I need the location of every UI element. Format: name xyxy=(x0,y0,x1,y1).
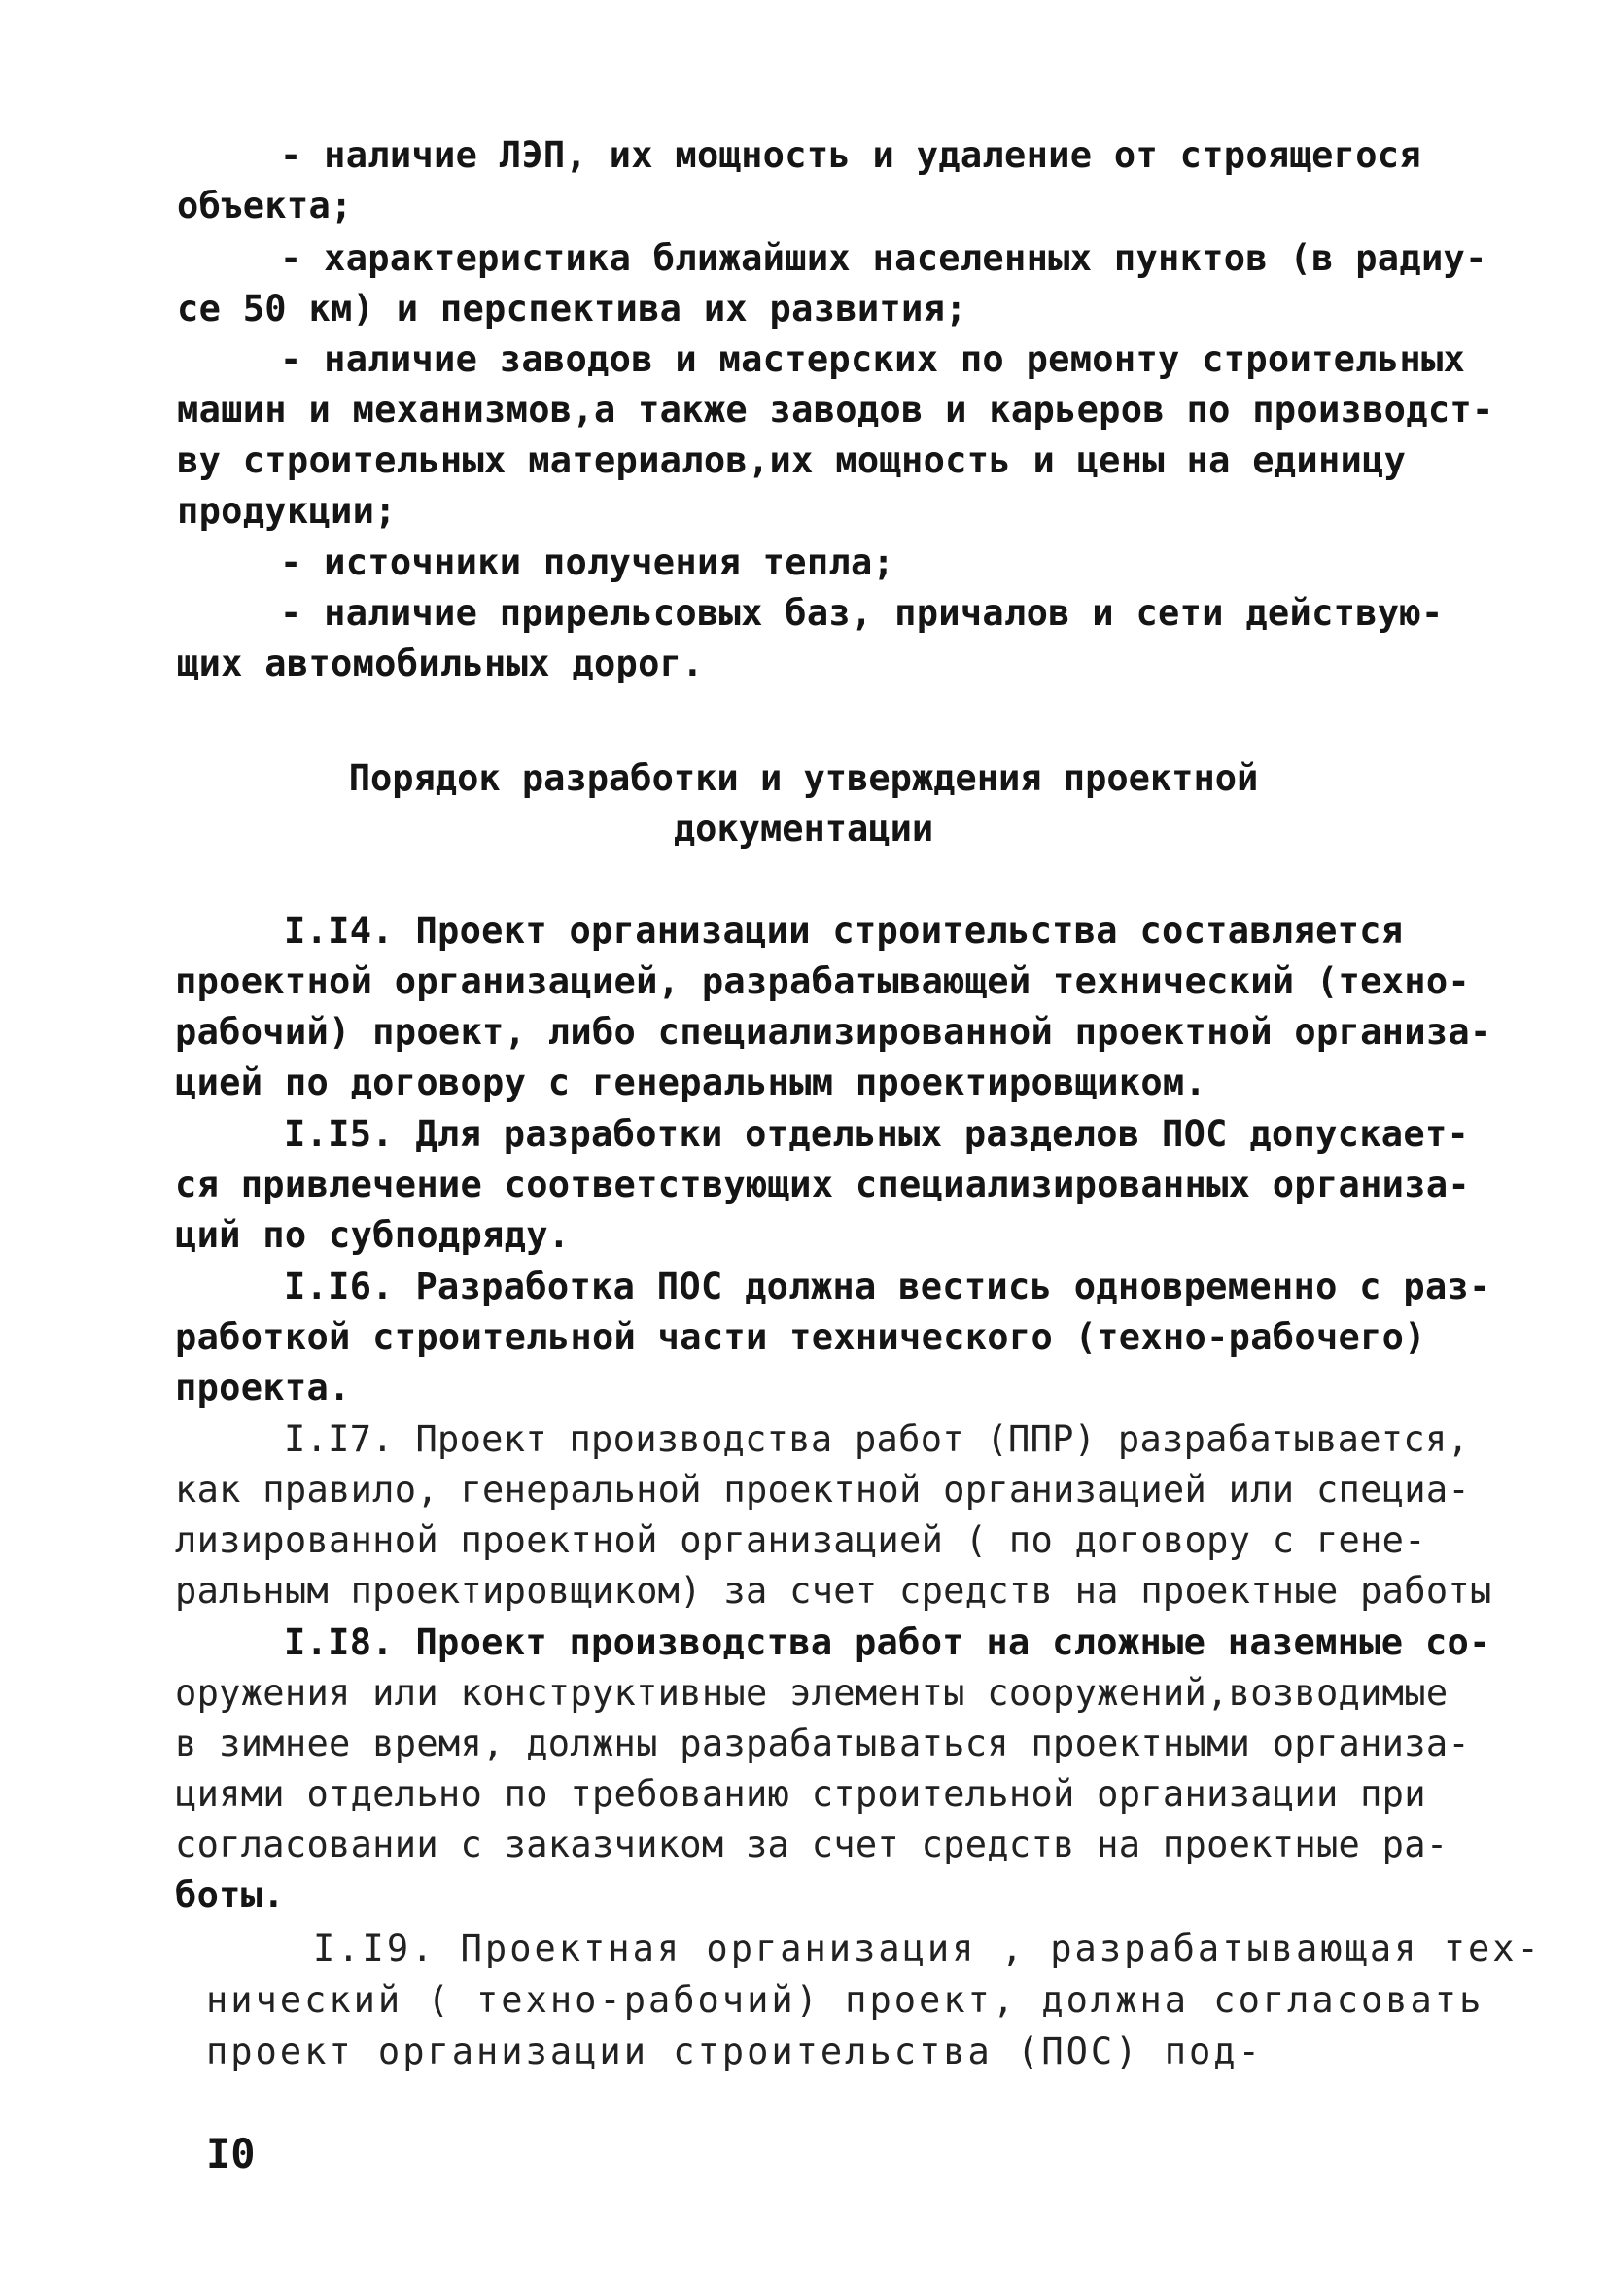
para-1-15-line-2: ся привлечение соответствующих специализированных организа- xyxy=(175,1164,1470,1205)
para-1-19-line-2: нический ( техно-рабочий) проект, должна согласовать xyxy=(206,1979,1485,2021)
para-1-14-line-4: цией по договору с генеральным проектировщиком. xyxy=(175,1061,1207,1103)
para-1-18-line-3: в зимнее время, должны разрабатываться проектными организа- xyxy=(175,1722,1470,1764)
para-1-14-line-2: проектной организацией, разрабатывающей технический (техно- xyxy=(175,960,1470,1002)
para-1-18-line-5: согласовании с заказчиком за счет средств на проектные ра- xyxy=(175,1824,1449,1865)
para-1-18-line-1: I.I8. Проект производства работ на сложные наземные со- xyxy=(284,1621,1491,1663)
section-heading-line-1: Порядок разработки и утверждения проектной xyxy=(348,757,1259,799)
para-1-18-line-2: оружения или конструктивные элементы сооружений,возводимые xyxy=(175,1672,1449,1714)
bullet-4-line-1: - источники получения тепла; xyxy=(280,541,895,583)
para-1-19-line-3: проект организации строительства (ПОС) под- xyxy=(206,2031,1263,2072)
bullet-2-line-2: се 50 км) и перспектива их развития; xyxy=(177,288,967,330)
page-number: I0 xyxy=(206,2130,256,2177)
section-heading-line-2: документации xyxy=(673,808,934,850)
bullet-3-line-1: - наличие заводов и мастерских по ремонту строительных xyxy=(280,338,1466,380)
bullet-2-line-1: - характеристика ближайших населенных пунктов (в радиу- xyxy=(280,237,1487,279)
para-1-16-line-1: I.I6. Разработка ПОС должна вестись одновременно с раз- xyxy=(284,1266,1491,1307)
para-1-17-line-1: I.I7. Проект производства работ (ППР) разрабатывается, xyxy=(284,1418,1470,1460)
para-1-17-line-3: лизированной проектной организацией ( по договору с гене- xyxy=(175,1519,1426,1561)
bullet-1-line-1: - наличие ЛЭП, их мощность и удаление от строящегося xyxy=(280,134,1421,176)
bullet-3-line-3: ву строительных материалов,их мощность и цены на единицу xyxy=(177,439,1407,481)
para-1-18-line-6: боты. xyxy=(175,1874,285,1916)
bullet-3-line-2: машин и механизмов,а также заводов и карьеров по производст- xyxy=(177,389,1494,431)
para-1-15-line-1: I.I5. Для разработки отдельных разделов ПОС допускает- xyxy=(284,1113,1470,1155)
bullet-5-line-1: - наличие прирельсовых баз, причалов и сети действую- xyxy=(280,592,1444,634)
para-1-16-line-3: проекта. xyxy=(175,1367,351,1409)
para-1-16-line-2: работкой строительной части технического (техно-рабочего) xyxy=(175,1316,1426,1358)
para-1-18-line-4: циями отдельно по требованию строительной организации при xyxy=(175,1773,1426,1815)
para-1-14-line-1: I.I4. Проект организации строительства составляется xyxy=(284,910,1404,952)
para-1-19-line-1: I.I9. Проектная организация , разрабатывающая тех- xyxy=(313,1928,1542,1969)
para-1-14-line-3: рабочий) проект, либо специализированной проектной организа- xyxy=(175,1011,1492,1053)
bullet-5-line-2: щих автомобильных дорог. xyxy=(177,643,704,684)
para-1-17-line-4: ральным проектировщиком) за счет средств на проектные работы xyxy=(175,1570,1492,1612)
para-1-17-line-2: как правило, генеральной проектной организацией или специа- xyxy=(175,1469,1470,1511)
bullet-1-line-2: объекта; xyxy=(177,185,353,226)
bullet-3-line-4: продукции; xyxy=(177,490,397,532)
para-1-15-line-3: ций по субподряду. xyxy=(175,1214,571,1256)
